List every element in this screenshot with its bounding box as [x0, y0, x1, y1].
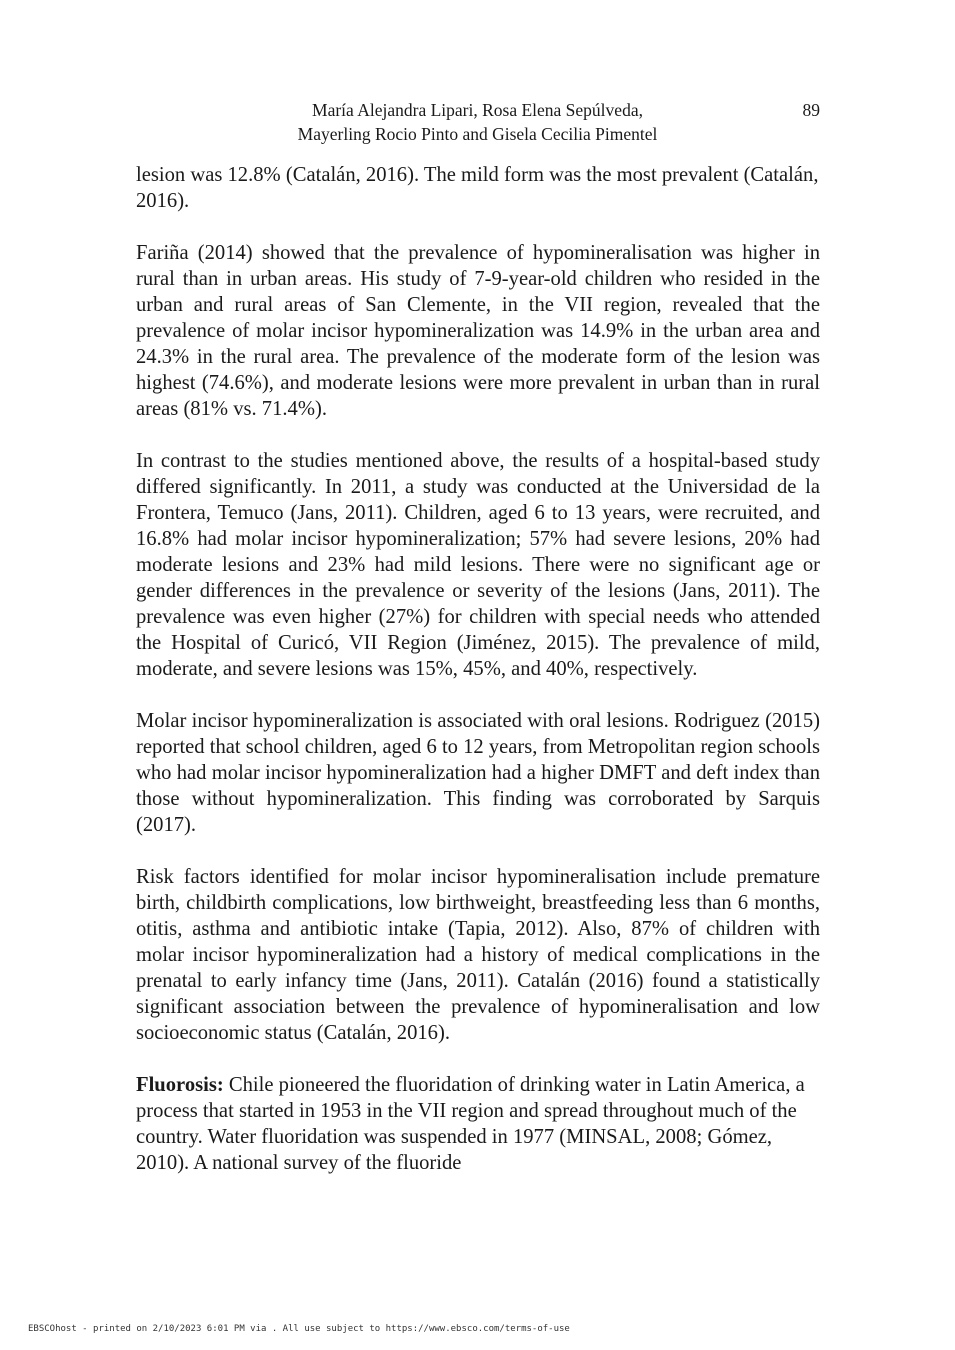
body-text	[136, 162, 820, 1176]
paragraph-oral-lesions: Molar incisor hypomineralization is associated with oral lesions. Rodriguez (2015) reported that school children, aged 6 to 12 years, from Metropolitan region schools who had molar incisor hypomineralization had a higher DMFT and deft index than those without hypomineralization. This finding was corroborated by Sarquis (2017).	[136, 710, 820, 836]
paragraph-lesion-prevalence: lesion was 12.8% (Catalán, 2016). The mild form was the most prevalent (Catalán, 2016).	[136, 164, 819, 212]
paragraph-farina-2014: Fariña (2014) showed that the prevalence of hypomineralisation was higher in rural than in urban areas. His study of 7-9-year-old children who resided in the urban and rural areas of San Clemente, in the VII region, revealed that the prevalence of molar incisor hypomineralization was 14.9% in the urban area and 24.3% in the rural area. The prevalence of the moderate form of the lesion was highest (74.6%), and moderate lesions were more prevalent in urban than in rural areas (81% vs. 71.4%).	[136, 242, 820, 420]
running-head	[200, 98, 755, 146]
ebsco-footer: EBSCOhost - printed on 2/10/2023 6:01 PM via . All use subject to https://www.ebsco.com/terms-of-use	[28, 1324, 570, 1334]
paragraph-fluorosis	[136, 1072, 820, 1176]
running-head-authors-line-1: María Alejandra Lipari, Rosa Elena Sepúlveda,	[312, 100, 643, 120]
fluorosis-heading: Fluorosis:	[136, 1074, 224, 1096]
fluorosis-text: Chile pioneered the fluoridation of drinking water in Latin America, a process that started in 1953 in the VII region and spread throughout much of the country. Water fluoridation was suspended in 1977 (MINSAL, 2008; Gómez, 2010). A national survey of the fluoride	[136, 1074, 805, 1174]
paragraph-risk-factors: Risk factors identified for molar incisor hypomineralisation include premature birth, childbirth complications, low birthweight, breastfeeding less than 6 months, otitis, asthma and antibiotic intake (Tapia, 2012). Also, 87% of children with molar incisor hypomineralization had a history of medical complications in the prenatal to early infancy time (Jans, 2011). Catalán (2016) found a statistically significant association between the prevalence of hypomineralisation and low socioeconomic status (Catalán, 2016).	[136, 866, 820, 1044]
paragraph-hospital-study: In contrast to the studies mentioned above, the results of a hospital-based study differed significantly. In 2011, a study was conducted at the Universidad de la Frontera, Temuco (Jans, 2011). Children, aged 6 to 13 years, were recruited, and 16.8% had molar incisor hypomineralization; 57% had severe lesions, 20% had moderate lesions and 23% had mild lesions. There were no significant age or gender differences in the prevalence or severity of the lesions (Jans, 2011). The prevalence was even higher (27%) for children with special needs who attended the Hospital of Curicó, VII Region (Jiménez, 2015). The prevalence of mild, moderate, and severe lesions was 15%, 45%, and 40%, respectively.	[136, 450, 820, 680]
page-number: 89	[802, 100, 820, 120]
running-head-authors-line-2: Mayerling Rocio Pinto and Gisela Cecilia Pimentel	[297, 124, 658, 144]
